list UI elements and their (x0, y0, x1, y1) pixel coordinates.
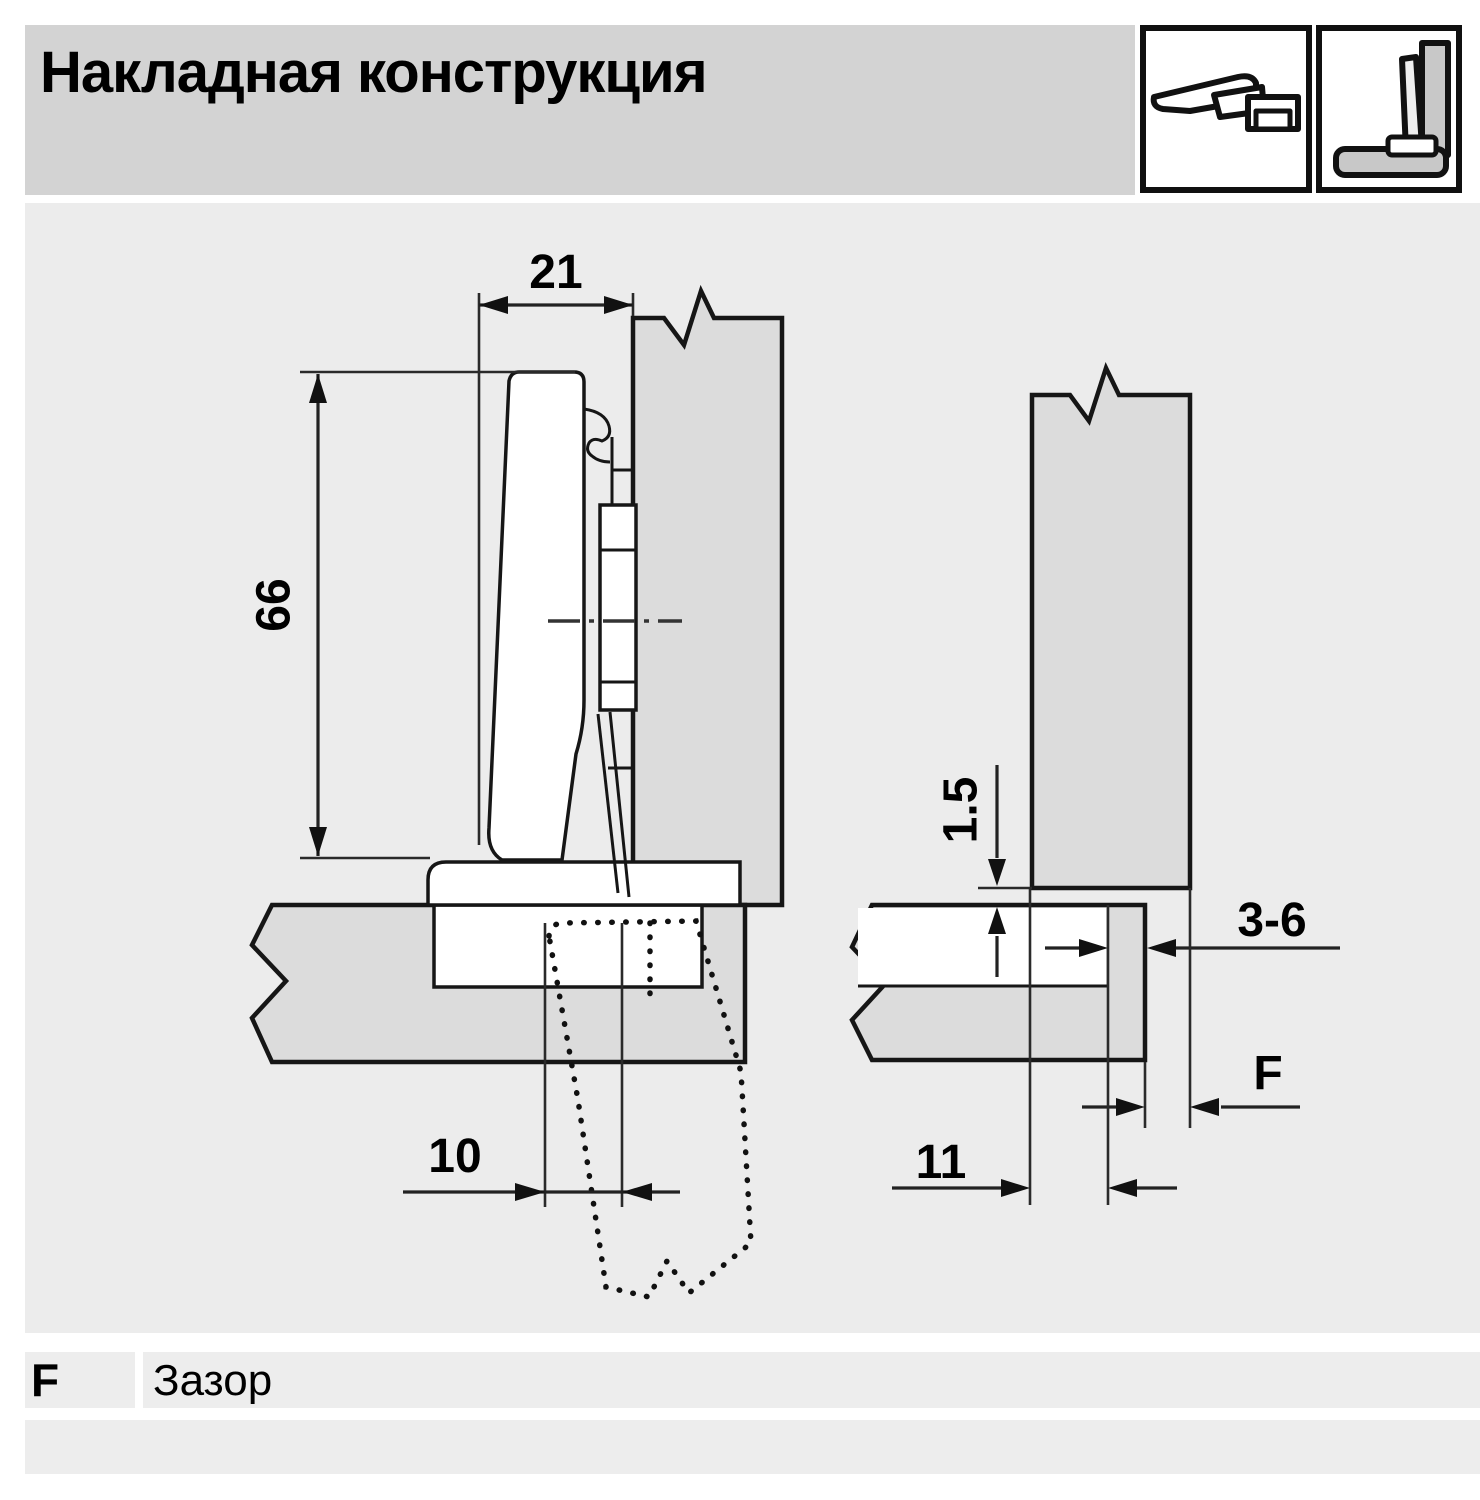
right-door-panel (1032, 368, 1190, 888)
legend-value-cell (143, 1352, 1480, 1408)
header-band (25, 25, 1135, 195)
dim-label-3-6: 3-6 (1237, 894, 1307, 947)
legend-key: F (31, 1354, 60, 1406)
legend-value: Зазор (153, 1356, 273, 1405)
dim-label-21: 21 (529, 246, 583, 299)
page-title: Накладная конструкция (40, 40, 707, 105)
dim-label-66: 66 (247, 578, 301, 632)
left-door-panel (633, 291, 782, 905)
legend-empty-row (25, 1420, 1480, 1474)
hinge-cup-lip (584, 409, 610, 462)
left-section-drawing (248, 246, 783, 1297)
hinge-arm-profile (489, 372, 584, 860)
hinge-closed-icon (1322, 31, 1456, 187)
mounting-plate-body (600, 505, 636, 710)
hinge-open-icon-box (1140, 25, 1312, 193)
dim-label-1-5: 1.5 (934, 776, 988, 844)
dim-label-f: F (1253, 1047, 1283, 1100)
hinge-mounting-drawing (25, 203, 1480, 1333)
dim-label-10: 10 (428, 1130, 482, 1183)
right-section-drawing (852, 368, 1340, 1205)
dim-label-11: 11 (915, 1136, 967, 1189)
hinge-closed-icon-box (1316, 25, 1462, 193)
hinge-open-icon (1146, 31, 1306, 187)
technical-drawing-area (25, 203, 1480, 1333)
legend-key-cell (25, 1352, 135, 1408)
left-cabinet-notch (434, 905, 702, 987)
mounting-plate-base (428, 862, 740, 905)
